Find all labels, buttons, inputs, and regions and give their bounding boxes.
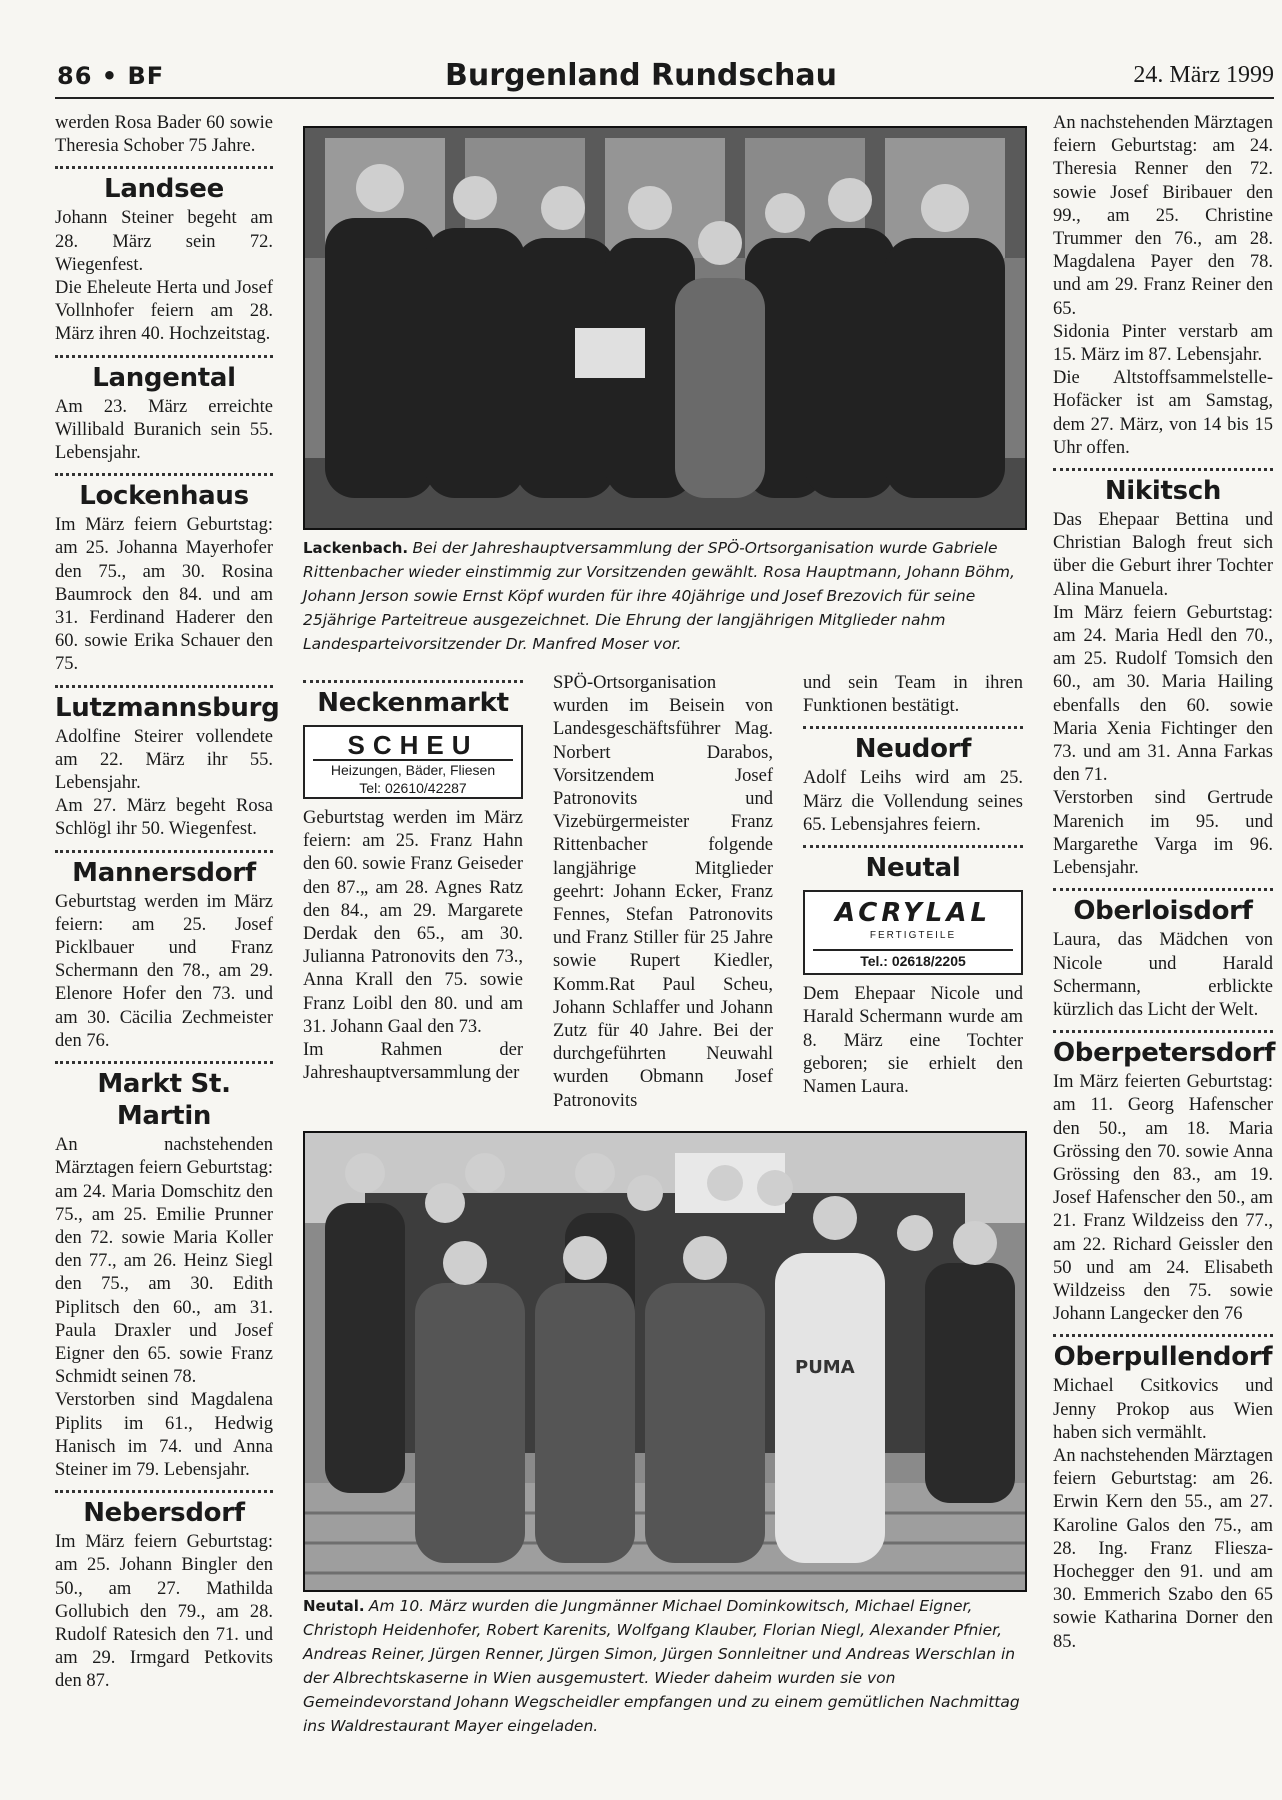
- section-text: An nachstehenden Märztagen feiern Geburtstag: am 26. Erwin Kern den 55., am 27. Karoline Galos den 75., am 28. Ing. Franz Fliesza-Hochegger den 91. und am 30. Emmerich Szabo den 65 sowie Katharina Dorner den 85.: [1053, 1445, 1273, 1652]
- left-intro: werden Rosa Bader 60 sowie Theresia Schober 75 Jahre.: [55, 113, 273, 157]
- section-text: Im März feiern Geburtstag: am 24. Maria Hedl den 70., am 25. Rudolf Tomsich den 60., am 30. Maria Hailing ebenfalls den 60. sowie Maria Xenia Fichtinger den 73. und am 31. Anna Farkas den 71.: [1053, 602, 1273, 786]
- ad-acrylal-sub: FERTIGTEILE: [869, 930, 957, 942]
- section-title-lutzmannsburg: Lutzmannsburg: [55, 692, 280, 723]
- right-column: [1053, 112, 1276, 1654]
- section-text: Michael Csitkovics und Jenny Prokop aus Wien haben sich vermählt.: [1053, 1376, 1273, 1443]
- ad-acrylal-phone: Tel.: 02618/2205: [813, 949, 1013, 971]
- section-title-oberpetersdorf: Oberpetersdorf: [1053, 1038, 1276, 1069]
- section-title-oberpullendorf: Oberpullendorf: [1053, 1342, 1273, 1373]
- section-divider: [303, 680, 523, 683]
- section-text: Geburtstag werden im März feiern: am 25. Franz Hahn den 60. sowie Franz Geiseder den 87.„ am 28. Agnes Ratz den 84., am 29. Margarete Derdak den 65., am 30. Julianna Patronovits den 73., Anna Krall den 75. sowie Franz Loibl den 80. und am 31. Johann Gaal den 73.: [303, 808, 523, 1037]
- section-title-neckenmarkt: Neckenmarkt: [317, 688, 509, 718]
- section-text: Das Ehepaar Bettina und Christian Balogh freut sich über die Geburt ihrer Tochter Alina Manuela.: [1053, 510, 1273, 600]
- right-intro: Sidonia Pinter verstarb am 15. März im 87. Lebensjahr.: [1053, 321, 1273, 366]
- caption-text: Am 10. März wurden die Jungmänner Michael Dominkowitsch, Michael Eigner, Christoph Heidenhofer, Robert Karenits, Wolfgang Klauber, Florian Niegl, Alexander Pfnier, Andreas Reiner, Jürgen Renner, Jürgen Simon, Jürgen Sonnleitner und Andreas Werschlan in der Albrechtskaserne in Wien ausgemustert. Wieder daheim wurden sie von Gemeindevorstand Johann Wegscheidler empfangen und zu einem gemütlichen Nachmittag ins Waldrestaurant Mayer eingeladen.: [303, 1597, 1020, 1735]
- section-title-landsee: Landsee: [104, 174, 224, 205]
- section-title-neutal: Neutal: [865, 853, 961, 884]
- photo-neutal-image: [305, 1133, 1025, 1590]
- section-title-langental: Langental: [92, 362, 236, 393]
- photo-lackenbach-image: [305, 128, 1025, 528]
- section-text: Die Eheleute Herta und Josef Vollnhofer feiern am 28. März ihren 40. Hochzeitstag.: [55, 278, 273, 345]
- ad-scheu: [303, 725, 523, 799]
- section-title-nebersdorf: Nebersdorf: [83, 1498, 245, 1529]
- section-text: Adolf Leihs wird am 25. März die Vollendung seines 65. Lebensjahres feiern.: [803, 768, 1023, 835]
- section-divider: [803, 845, 1023, 848]
- page-number: 86 • BF: [57, 62, 165, 90]
- section-text: Im März feierten Geburtstag: am 11. Georg Hafenscher den 50., am 18. Maria Grössing den 70. sowie Anna Grössing den 83., am 19. Josef Hafenscher den 50., am 21. Franz Wildzeiss den 77., am 22. Richard Geissler den 50 und am 24. Elisabeth Wildzeiss den 75. sowie Johann Langecker den 76: [1053, 1072, 1273, 1325]
- photo-lackenbach-caption: [303, 536, 1023, 656]
- section-text: SPÖ-Ortsorganisation wurden im Beisein von Landesgeschäftsführer Mag. Norbert Darabos, Vorsitzendem Josef Patronovits und Vizebürgermeister Franz Rittenbacher folgende langjährige Mitglieder geehrt: Johann Ecker, Franz Fennes, Stefan Patronovits und Franz Stiller für 25 Jahre sowie Rupert Kiedler, Komm.Rat Paul Scheu, Johann Schlaffer und Johann Zutz für 40 Jahre. Bei der durchgeführten Neuwahl wurden Obmann Josef Patronovits: [553, 673, 773, 1111]
- section-divider: [1053, 1334, 1273, 1337]
- section-divider: [55, 850, 273, 853]
- caption-lead: Lackenbach.: [303, 539, 409, 557]
- section-text: Im März feiern Geburtstag: am 25. Johanna Mayerhofer den 75., am 30. Rosina Baumrock den 84. und am 31. Ferdinand Haderer den 60. sowie Erika Schauer den 75.: [55, 515, 273, 675]
- right-intro: Die Altstoffsammelstelle-Hofäcker ist am Samstag, dem 27. März, von 14 bis 15 Uhr offen.: [1053, 368, 1273, 458]
- section-title-markt-st-martin: Markt St. Martin: [97, 1069, 231, 1132]
- section-divider: [55, 166, 273, 169]
- section-title-lockenhaus: Lockenhaus: [79, 481, 249, 512]
- photo-lackenbach-group: [303, 126, 1027, 530]
- section-divider: [55, 1061, 273, 1064]
- section-text: Dem Ehepaar Nicole und Harald Schermann wurde am 8. März eine Tochter geboren; sie erhielt den Namen Laura.: [803, 984, 1023, 1098]
- ad-scheu-name: SCHEU: [313, 731, 513, 761]
- ad-acrylal: [803, 890, 1023, 975]
- left-column: [55, 112, 280, 1694]
- ad-scheu-phone: Tel: 02610/42287: [359, 780, 467, 796]
- photo-neutal-group: [303, 1131, 1027, 1592]
- section-text: Am 27. März begeht Rosa Schlögl ihr 50. Wiegenfest.: [55, 796, 273, 840]
- section-text: Johann Steiner begeht am 28. März sein 72. Wiegenfest.: [55, 208, 273, 275]
- section-text: Geburtstag werden im März feiern: am 25. Josef Picklbauer und Franz Schermann den 78., am 29. Elenore Hofer den 73. und am 30. Cäcilia Zechmeister den 76.: [55, 891, 273, 1051]
- section-title-oberloisdorf: Oberloisdorf: [1073, 896, 1253, 927]
- photo-neutal-caption: [303, 1594, 1023, 1738]
- section-text: Adolfine Steirer vollendete am 22. März ihr 55. Lebensjahr.: [55, 726, 273, 794]
- section-divider: [55, 1490, 273, 1493]
- section-title-mannersdorf: Mannersdorf: [72, 857, 256, 888]
- section-title-neudorf: Neudorf: [854, 734, 972, 765]
- section-divider: [55, 473, 273, 476]
- ad-acrylal-logo: ACRYLAL: [834, 898, 992, 929]
- middle-column-2: [553, 672, 773, 1113]
- section-text: Im Rahmen der Jahreshauptversammlung der: [303, 1040, 523, 1084]
- header-rule: [55, 97, 1274, 99]
- section-text: Am 23. März erreichte Willibald Buranich sein 55. Lebensjahr.: [55, 396, 273, 464]
- section-text: Im März feiern Geburtstag: am 25. Johann Bingler den 50., am 27. Mathilda Gollubich den 79., am 28. Rudolf Ratesich den 71. und am 29. Irmgard Petkovits den 87.: [55, 1532, 273, 1692]
- section-divider: [55, 355, 273, 358]
- section-divider: [803, 726, 1023, 729]
- section-divider: [55, 685, 273, 688]
- section-text: Laura, das Mädchen von Nicole und Harald Schermann, erblickte kürzlich das Licht der Welt.: [1053, 930, 1273, 1020]
- newspaper-title: Burgenland Rundschau: [445, 58, 837, 93]
- section-divider: [1053, 1030, 1273, 1033]
- middle-column-3: [803, 672, 1023, 1099]
- section-divider: [1053, 468, 1273, 471]
- section-text: und sein Team in ihren Funktionen bestätigt.: [803, 673, 1023, 717]
- section-text: Verstorben sind Magdalena Piplits im 61., Hedwig Hanisch im 74. und Anna Steiner im 79. Lebensjahr.: [55, 1390, 273, 1480]
- section-divider: [1053, 888, 1273, 891]
- section-title-nikitsch: Nikitsch: [1104, 476, 1222, 507]
- right-intro: An nachstehenden Märztagen feiern Geburtstag: am 24. Theresia Renner den 72. sowie Josef Biribauer den 99., am 25. Christine Trummer den 76., am 28. Magdalena Payer den 78. und am 29. Franz Reiner den 65.: [1053, 113, 1273, 319]
- issue-date: 24. März 1999: [1133, 62, 1274, 88]
- section-text: An nachstehenden Märztagen feiern Geburtstag: am 24. Maria Domschitz den 75., am 25. Emilie Prunner den 72. sowie Maria Koller den 77., am 26. Heinz Siegl den 75., am 30. Edith Piplitsch den 60., am 31. Paula Draxler und Josef Eigner den 65. sowie Franz Schmidt seinen 78.: [55, 1135, 273, 1388]
- caption-lead: Neutal.: [303, 1597, 365, 1615]
- photo-shirt-text: PUMA: [795, 1357, 855, 1378]
- caption-text: Bei der Jahreshauptversammlung der SPÖ-Ortsorganisation wurde Gabriele Rittenbacher wieder einstimmig zur Vorsitzenden gewählt. Rosa Hauptmann, Johann Böhm, Johann Jerson sowie Ernst Köpf wurden für ihre 40jährige und Josef Brezovich für seine 25jährige Parteitreue ausgezeichnet. Die Ehrung der langjährigen Mitglieder nahm Landesparteivorsitzender Dr. Manfred Moser vor.: [303, 539, 1015, 653]
- section-text: Verstorben sind Gertrude Marenich im 95. und Margarethe Varga im 96. Lebensjahr.: [1053, 788, 1273, 879]
- ad-scheu-services: Heizungen, Bäder, Fliesen: [330, 762, 496, 778]
- middle-column-1: [303, 672, 523, 1085]
